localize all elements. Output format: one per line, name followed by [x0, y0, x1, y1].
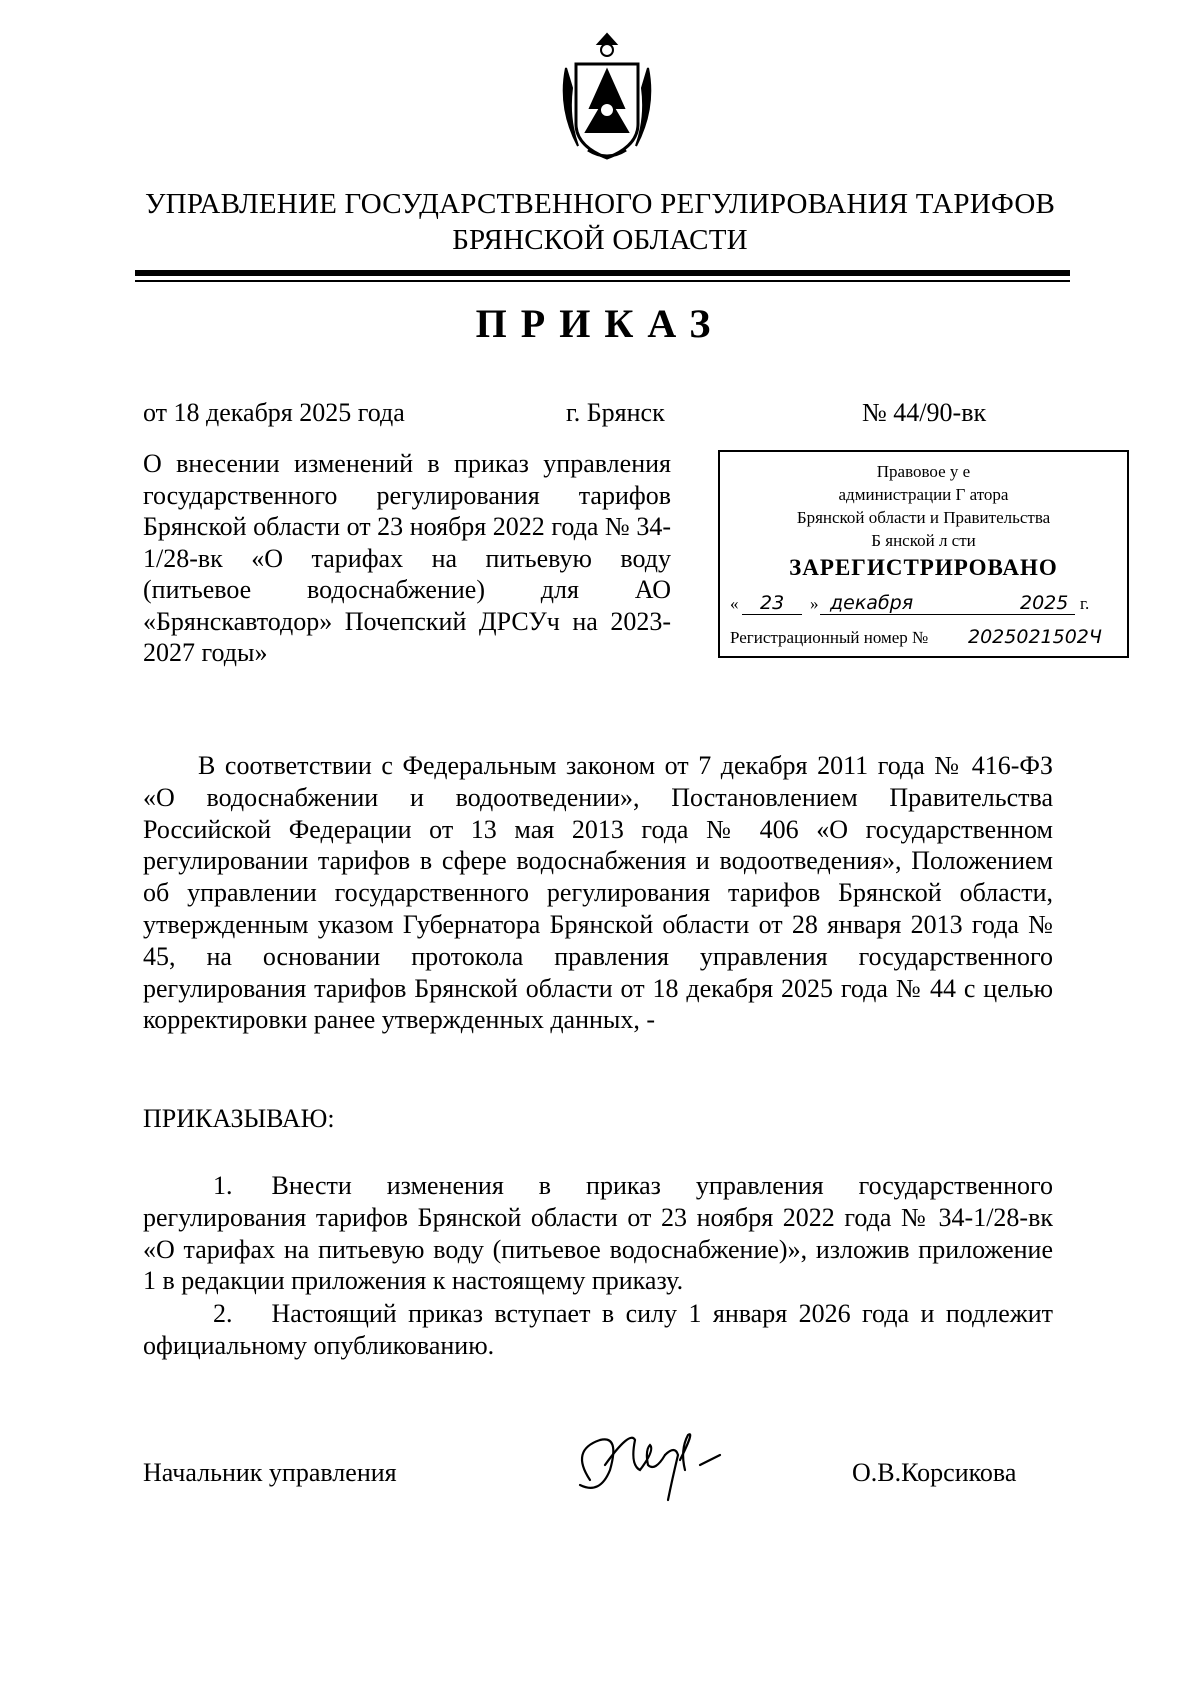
header-rule-thick — [135, 270, 1070, 276]
order-item-1: 1. Внести изменения в приказ управления государственного регулирования тарифов Брянской области от 23 ноября 2022 года № 34-1/28-вк «О тарифах на питьевую воду (питьевое водоснабжение)», изложив приложение 1 в редакции приложения к настоящему приказу. — [143, 1171, 1053, 1296]
stamp-line-3: Брянской области и Правительства — [796, 508, 1051, 527]
organization-header — [100, 186, 1100, 258]
header-rule-thin — [135, 280, 1070, 282]
stamp-line-1: Правовое у е — [876, 462, 971, 481]
stamp-month: декабря — [830, 592, 914, 614]
stamp-registered: ЗАРЕГИСТРИРОВАНО — [789, 555, 1058, 580]
order-word: ПРИКАЗЫВАЮ: — [143, 1104, 335, 1133]
handwritten-signature — [560, 1410, 740, 1510]
document-city: г. Брянск — [566, 398, 665, 427]
stamp-reg-label: Регистрационный номер № — [730, 628, 929, 647]
signatory-name: О.В.Корсикова — [852, 1458, 1017, 1487]
document-date: от 18 декабря 2025 года — [143, 398, 405, 427]
stamp-day: 23 — [760, 592, 785, 614]
signatory-position: Начальник управления — [143, 1458, 397, 1487]
stamp-reg-number: 2025021502Ч — [968, 626, 1102, 648]
stamp-year: 2025 — [1020, 592, 1069, 614]
organization-line-2: БРЯНСКОЙ ОБЛАСТИ — [452, 224, 748, 256]
document-title: ПРИКАЗ — [475, 301, 725, 346]
preamble-paragraph: В соответствии с Федеральным законом от 7 декабря 2011 года № 416-ФЗ «О водоснабжении и водоотведении», Постановлением Правительства Российской Федерации от 13 мая 2013 года № 406 «О государственном регулировании тарифов в сфере водоснабжения и водоотведения», Положением об управлении государственного регулирования тарифов Брянской области, утвержденным указом Губернатора Брянской области от 28 января 2013 года № 45, на основании протокола правления управления государственного регулирования тарифов Брянской области от 18 декабря 2025 года № 44 с целью корректировки ранее утвержденных данных, - — [143, 751, 1053, 1035]
organization-line-1: УПРАВЛЕНИЕ ГОСУДАРСТВЕННОГО РЕГУЛИРОВАНИЯ ТАРИФОВ — [144, 188, 1056, 220]
stamp-year-suffix: г. — [1080, 594, 1090, 613]
order-item-2: 2. Настоящий приказ вступает в силу 1 января 2026 года и подлежит официальному опубликованию. — [143, 1299, 1053, 1360]
stamp-line-4: Б янской л сти — [871, 531, 976, 550]
stamp-line-2: администрации Г атора — [838, 485, 1009, 504]
document-number: № 44/90-вк — [862, 398, 987, 427]
coat-of-arms-icon — [548, 28, 666, 168]
registration-stamp: Правовое у е администрации Г атора Брянской области и Правительства Б янской л сти ЗАРЕГИСТРИРОВАНО « 23 » декабря 2025 г. Регистрационный номер № 2025021502Ч — [718, 450, 1129, 658]
document-subject: О внесении изменений в приказ управления государственного регулирования тарифов Брянской области от 23 ноября 2022 года № 34-1/28-вк «О тарифах на питьевую воду (питьевое водоснабжение) для АО «Брянскавтодор» Почепский ДРСУч на 2023-2027 годы» — [143, 449, 671, 667]
